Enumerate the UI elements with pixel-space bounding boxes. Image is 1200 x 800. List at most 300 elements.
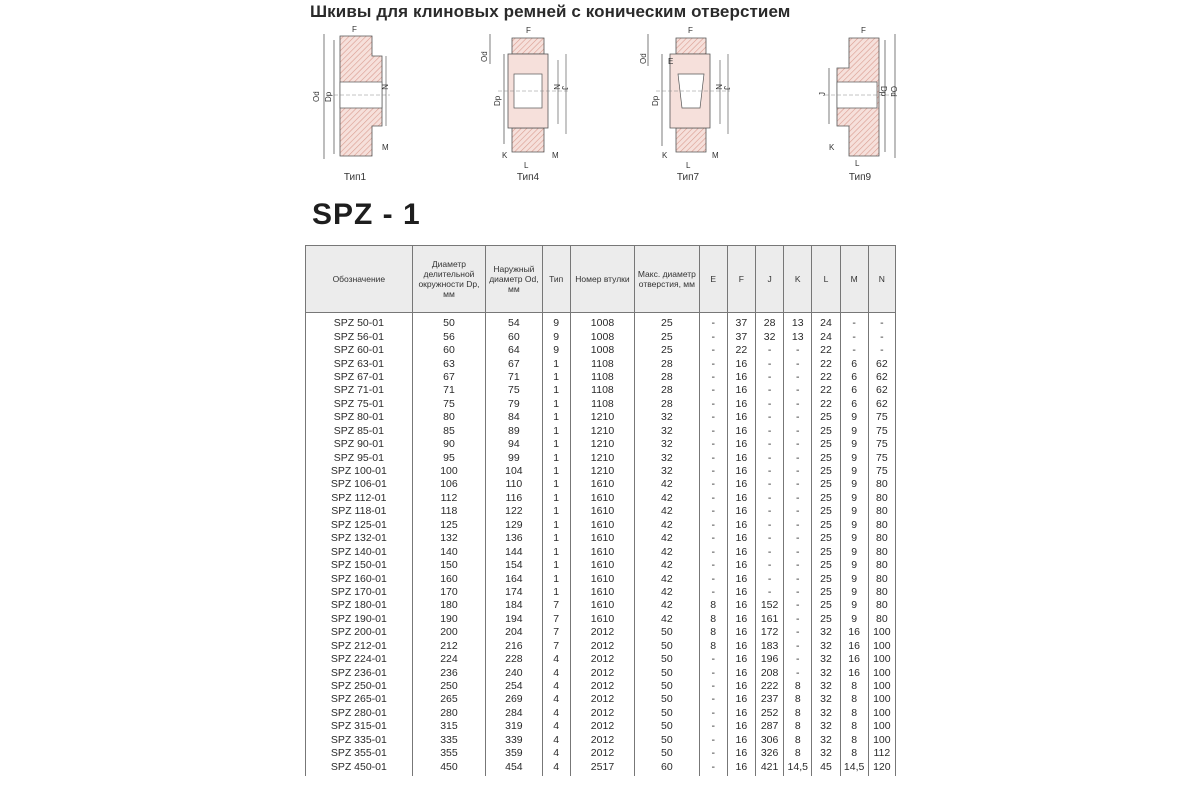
table-cell: - bbox=[784, 572, 812, 585]
table-cell: 62 bbox=[868, 398, 895, 411]
table-cell: 1610 bbox=[570, 478, 634, 491]
table-cell: 42 bbox=[635, 572, 699, 585]
table-cell: 170 bbox=[412, 586, 485, 599]
table-cell: 1 bbox=[542, 519, 570, 532]
table-cell: 194 bbox=[486, 613, 542, 626]
table-cell: - bbox=[755, 451, 783, 464]
svg-text:Od: Od bbox=[889, 86, 898, 97]
table-cell: 1610 bbox=[570, 613, 634, 626]
table-cell: 9 bbox=[840, 613, 868, 626]
table-cell: - bbox=[755, 344, 783, 357]
table-cell: 136 bbox=[486, 532, 542, 545]
table-cell: 2517 bbox=[570, 760, 634, 775]
table-cell: 25 bbox=[812, 599, 840, 612]
table-cell: 22 bbox=[812, 344, 840, 357]
table-row bbox=[306, 693, 896, 706]
table-cell: 75 bbox=[868, 411, 895, 424]
table-cell: 63 bbox=[412, 357, 485, 370]
table-cell: 16 bbox=[727, 559, 755, 572]
table-cell: 16 bbox=[727, 734, 755, 747]
table-cell: - bbox=[784, 626, 812, 639]
table-cell: 1 bbox=[542, 532, 570, 545]
diagram-type-4 bbox=[478, 24, 578, 182]
table-cell: 2012 bbox=[570, 707, 634, 720]
designation-cell: SPZ 450-01 bbox=[306, 760, 413, 775]
table-cell: 16 bbox=[727, 707, 755, 720]
col-header-n: N bbox=[868, 246, 895, 313]
col-header-e: E bbox=[699, 246, 727, 313]
table-cell: - bbox=[755, 532, 783, 545]
table-cell: 42 bbox=[635, 586, 699, 599]
table-cell: 1210 bbox=[570, 465, 634, 478]
designation-cell: SPZ 95-01 bbox=[306, 451, 413, 464]
table-cell: 16 bbox=[727, 384, 755, 397]
table-cell: 100 bbox=[868, 666, 895, 679]
table-cell: 16 bbox=[727, 599, 755, 612]
table-cell: 319 bbox=[486, 720, 542, 733]
table-cell: - bbox=[755, 505, 783, 518]
svg-text:N: N bbox=[380, 84, 389, 90]
table-cell: 284 bbox=[486, 707, 542, 720]
diagram-type-9 bbox=[815, 24, 905, 182]
table-cell: - bbox=[784, 586, 812, 599]
table-cell: - bbox=[784, 478, 812, 491]
table-cell: 16 bbox=[727, 545, 755, 558]
table-cell: 80 bbox=[868, 532, 895, 545]
table-cell: 4 bbox=[542, 666, 570, 679]
table-cell: 2012 bbox=[570, 734, 634, 747]
designation-cell: SPZ 63-01 bbox=[306, 357, 413, 370]
table-cell: 56 bbox=[412, 330, 485, 343]
table-cell: 1610 bbox=[570, 545, 634, 558]
table-cell: - bbox=[699, 451, 727, 464]
table-cell: 6 bbox=[840, 371, 868, 384]
table-cell: 1 bbox=[542, 357, 570, 370]
table-cell: 50 bbox=[635, 666, 699, 679]
table-cell: 359 bbox=[486, 747, 542, 760]
table-cell: 25 bbox=[812, 586, 840, 599]
table-cell: 9 bbox=[840, 465, 868, 478]
table-cell: 1210 bbox=[570, 411, 634, 424]
table-cell: 42 bbox=[635, 478, 699, 491]
table-cell: 125 bbox=[412, 519, 485, 532]
table-cell: 32 bbox=[812, 720, 840, 733]
table-cell: 100 bbox=[868, 707, 895, 720]
col-header-type: Тип bbox=[542, 246, 570, 313]
table-row bbox=[306, 398, 896, 411]
table-cell: 1 bbox=[542, 586, 570, 599]
table-cell: 2012 bbox=[570, 640, 634, 653]
table-cell: 71 bbox=[486, 371, 542, 384]
pulley-type-1-drawing bbox=[310, 24, 400, 174]
table-cell: 50 bbox=[635, 693, 699, 706]
table-row bbox=[306, 492, 896, 505]
table-cell: 16 bbox=[727, 505, 755, 518]
table-cell: 99 bbox=[486, 451, 542, 464]
table-cell: 25 bbox=[812, 505, 840, 518]
table-cell: 32 bbox=[812, 680, 840, 693]
designation-cell: SPZ 80-01 bbox=[306, 411, 413, 424]
table-cell: 1610 bbox=[570, 599, 634, 612]
table-row bbox=[306, 425, 896, 438]
designation-cell: SPZ 75-01 bbox=[306, 398, 413, 411]
table-cell: - bbox=[699, 438, 727, 451]
table-cell: - bbox=[699, 760, 727, 775]
table-cell: - bbox=[784, 451, 812, 464]
designation-cell: SPZ 90-01 bbox=[306, 438, 413, 451]
table-cell: 67 bbox=[486, 357, 542, 370]
table-cell: 265 bbox=[412, 693, 485, 706]
table-cell: 150 bbox=[412, 559, 485, 572]
table-cell: 240 bbox=[486, 666, 542, 679]
table-row bbox=[306, 519, 896, 532]
table-cell: - bbox=[784, 425, 812, 438]
designation-cell: SPZ 67-01 bbox=[306, 371, 413, 384]
table-cell: 42 bbox=[635, 519, 699, 532]
col-header-max-bore: Макс. диаметр отверстия, мм bbox=[635, 246, 699, 313]
svg-text:F: F bbox=[526, 26, 531, 35]
table-cell: 16 bbox=[727, 411, 755, 424]
table-cell: 16 bbox=[840, 640, 868, 653]
table-row bbox=[306, 653, 896, 666]
table-cell: 80 bbox=[868, 505, 895, 518]
table-cell: 8 bbox=[784, 720, 812, 733]
table-cell: 8 bbox=[840, 693, 868, 706]
table-cell: 22 bbox=[812, 357, 840, 370]
table-cell: 42 bbox=[635, 559, 699, 572]
table-cell: 16 bbox=[727, 626, 755, 639]
designation-cell: SPZ 160-01 bbox=[306, 572, 413, 585]
table-row bbox=[306, 666, 896, 679]
table-cell: 252 bbox=[755, 707, 783, 720]
table-cell: 1610 bbox=[570, 519, 634, 532]
col-header-bushing: Номер втулки bbox=[570, 246, 634, 313]
table-cell: - bbox=[784, 438, 812, 451]
table-cell: 100 bbox=[868, 734, 895, 747]
table-cell: 50 bbox=[635, 747, 699, 760]
table-row bbox=[306, 384, 896, 397]
table-cell: - bbox=[755, 411, 783, 424]
designation-cell: SPZ 56-01 bbox=[306, 330, 413, 343]
table-cell: 9 bbox=[840, 599, 868, 612]
designation-cell: SPZ 71-01 bbox=[306, 384, 413, 397]
table-body bbox=[306, 313, 896, 776]
table-row bbox=[306, 330, 896, 343]
table-cell: 106 bbox=[412, 478, 485, 491]
table-cell: 1 bbox=[542, 478, 570, 491]
svg-text:Od: Od bbox=[312, 91, 321, 102]
table-cell: 28 bbox=[755, 313, 783, 331]
svg-text:L: L bbox=[686, 161, 691, 170]
table-cell: 1 bbox=[542, 438, 570, 451]
table-cell: 9 bbox=[542, 313, 570, 331]
table-cell: 4 bbox=[542, 707, 570, 720]
table-cell: - bbox=[699, 384, 727, 397]
designation-cell: SPZ 112-01 bbox=[306, 492, 413, 505]
table-cell: - bbox=[755, 586, 783, 599]
table-cell: 16 bbox=[727, 586, 755, 599]
table-cell: - bbox=[699, 572, 727, 585]
table-cell: 4 bbox=[542, 720, 570, 733]
table-cell: - bbox=[784, 465, 812, 478]
diagram-type-7 bbox=[638, 24, 738, 182]
table-cell: 1108 bbox=[570, 357, 634, 370]
table-cell: 254 bbox=[486, 680, 542, 693]
table-cell: 50 bbox=[412, 313, 485, 331]
table-cell: 80 bbox=[868, 519, 895, 532]
table-cell: 16 bbox=[727, 680, 755, 693]
svg-text:F: F bbox=[688, 26, 693, 35]
table-cell: 8 bbox=[840, 707, 868, 720]
table-cell: 250 bbox=[412, 680, 485, 693]
table-cell: 67 bbox=[412, 371, 485, 384]
table-cell: 16 bbox=[727, 653, 755, 666]
table-cell: 9 bbox=[840, 411, 868, 424]
table-row bbox=[306, 478, 896, 491]
designation-cell: SPZ 132-01 bbox=[306, 532, 413, 545]
table-cell: 50 bbox=[635, 734, 699, 747]
table-cell: 112 bbox=[412, 492, 485, 505]
table-cell: - bbox=[784, 532, 812, 545]
table-cell: 32 bbox=[635, 451, 699, 464]
table-cell: 25 bbox=[812, 425, 840, 438]
table-cell: 9 bbox=[840, 438, 868, 451]
table-cell: 80 bbox=[868, 599, 895, 612]
table-cell: 9 bbox=[840, 478, 868, 491]
table-cell: 16 bbox=[727, 640, 755, 653]
svg-text:K: K bbox=[662, 151, 668, 160]
table-cell: 32 bbox=[812, 653, 840, 666]
table-cell: 80 bbox=[868, 545, 895, 558]
table-cell: 50 bbox=[635, 720, 699, 733]
table-cell: 54 bbox=[486, 313, 542, 331]
table-cell: 25 bbox=[635, 344, 699, 357]
designation-cell: SPZ 150-01 bbox=[306, 559, 413, 572]
table-cell: 25 bbox=[812, 451, 840, 464]
table-cell: 9 bbox=[840, 545, 868, 558]
table-cell: 216 bbox=[486, 640, 542, 653]
table-cell: 204 bbox=[486, 626, 542, 639]
table-cell: 1008 bbox=[570, 313, 634, 331]
col-header-designation: Обозначение bbox=[306, 246, 413, 313]
table-cell: - bbox=[699, 545, 727, 558]
table-cell: 25 bbox=[812, 465, 840, 478]
table-cell: 152 bbox=[755, 599, 783, 612]
table-cell: - bbox=[699, 666, 727, 679]
table-cell: - bbox=[699, 465, 727, 478]
table-row bbox=[306, 559, 896, 572]
table-cell: - bbox=[699, 586, 727, 599]
svg-text:Dp: Dp bbox=[879, 86, 888, 97]
table-cell: 42 bbox=[635, 505, 699, 518]
table-cell: 8 bbox=[840, 747, 868, 760]
table-cell: - bbox=[784, 411, 812, 424]
table-cell: 16 bbox=[727, 720, 755, 733]
table-cell: - bbox=[755, 545, 783, 558]
table-cell: 1 bbox=[542, 572, 570, 585]
table-cell: 71 bbox=[412, 384, 485, 397]
table-row bbox=[306, 451, 896, 464]
table-cell: 118 bbox=[412, 505, 485, 518]
table-cell: - bbox=[699, 411, 727, 424]
table-cell: - bbox=[784, 559, 812, 572]
table-row bbox=[306, 640, 896, 653]
table-cell: 228 bbox=[486, 653, 542, 666]
table-cell: - bbox=[868, 313, 895, 331]
designation-cell: SPZ 170-01 bbox=[306, 586, 413, 599]
table-cell: - bbox=[784, 545, 812, 558]
table-row bbox=[306, 586, 896, 599]
table-cell: 16 bbox=[727, 478, 755, 491]
table-cell: 1 bbox=[542, 384, 570, 397]
table-cell: 315 bbox=[412, 720, 485, 733]
table-cell: 116 bbox=[486, 492, 542, 505]
table-cell: 95 bbox=[412, 451, 485, 464]
table-cell: 190 bbox=[412, 613, 485, 626]
table-cell: - bbox=[699, 330, 727, 343]
table-cell: 1 bbox=[542, 371, 570, 384]
table-cell: 75 bbox=[486, 384, 542, 397]
col-header-k: K bbox=[784, 246, 812, 313]
diagram-caption: Тип1 bbox=[343, 172, 367, 183]
svg-text:J: J bbox=[560, 86, 569, 90]
table-cell: 64 bbox=[486, 344, 542, 357]
svg-text:J: J bbox=[818, 92, 827, 96]
table-cell: 60 bbox=[635, 760, 699, 775]
table-cell: 326 bbox=[755, 747, 783, 760]
table-row bbox=[306, 344, 896, 357]
table-cell: 110 bbox=[486, 478, 542, 491]
table-cell: 100 bbox=[868, 626, 895, 639]
table-cell: 8 bbox=[784, 747, 812, 760]
table-cell: - bbox=[784, 599, 812, 612]
table-cell: 212 bbox=[412, 640, 485, 653]
table-cell: 25 bbox=[812, 411, 840, 424]
table-cell: 100 bbox=[868, 680, 895, 693]
table-cell: 50 bbox=[635, 626, 699, 639]
table-cell: 100 bbox=[868, 720, 895, 733]
table-cell: 1 bbox=[542, 398, 570, 411]
col-header-pitch-diameter: Диаметр делительной окружности Dp, мм bbox=[412, 246, 485, 313]
designation-cell: SPZ 125-01 bbox=[306, 519, 413, 532]
table-cell: - bbox=[784, 357, 812, 370]
table-cell: 120 bbox=[868, 760, 895, 775]
table-cell: 208 bbox=[755, 666, 783, 679]
table-cell: 100 bbox=[868, 640, 895, 653]
table-cell: 25 bbox=[812, 532, 840, 545]
table-cell: 50 bbox=[635, 640, 699, 653]
designation-cell: SPZ 236-01 bbox=[306, 666, 413, 679]
table-cell: 75 bbox=[868, 451, 895, 464]
table-cell: 1210 bbox=[570, 451, 634, 464]
table-cell: 183 bbox=[755, 640, 783, 653]
table-cell: 16 bbox=[727, 747, 755, 760]
table-cell: - bbox=[784, 371, 812, 384]
table-cell: 60 bbox=[486, 330, 542, 343]
table-cell: - bbox=[784, 613, 812, 626]
designation-cell: SPZ 200-01 bbox=[306, 626, 413, 639]
table-cell: 454 bbox=[486, 760, 542, 775]
table-cell: 16 bbox=[727, 438, 755, 451]
diagram-caption: Тип7 bbox=[676, 172, 700, 183]
table-cell: 100 bbox=[412, 465, 485, 478]
table-cell: 28 bbox=[635, 357, 699, 370]
svg-text:M: M bbox=[382, 143, 389, 152]
table-cell: 16 bbox=[727, 357, 755, 370]
table-cell: 450 bbox=[412, 760, 485, 775]
table-row bbox=[306, 357, 896, 370]
table-cell: 4 bbox=[542, 747, 570, 760]
table-cell: - bbox=[784, 344, 812, 357]
table-cell: 24 bbox=[812, 313, 840, 331]
table-cell: 355 bbox=[412, 747, 485, 760]
table-cell: 25 bbox=[812, 572, 840, 585]
table-cell: - bbox=[699, 398, 727, 411]
table-cell: 42 bbox=[635, 532, 699, 545]
table-cell: 132 bbox=[412, 532, 485, 545]
table-row bbox=[306, 465, 896, 478]
table-cell: - bbox=[699, 693, 727, 706]
table-cell: 79 bbox=[486, 398, 542, 411]
col-header-m: M bbox=[840, 246, 868, 313]
svg-text:E: E bbox=[668, 57, 674, 66]
table-cell: - bbox=[755, 357, 783, 370]
table-cell: 37 bbox=[727, 330, 755, 343]
table-cell: 2012 bbox=[570, 747, 634, 760]
table-cell: 172 bbox=[755, 626, 783, 639]
table-cell: 9 bbox=[840, 572, 868, 585]
table-cell: - bbox=[840, 330, 868, 343]
designation-cell: SPZ 265-01 bbox=[306, 693, 413, 706]
table-cell: 8 bbox=[784, 680, 812, 693]
svg-text:Dp: Dp bbox=[324, 91, 333, 102]
table-cell: - bbox=[699, 532, 727, 545]
table-row bbox=[306, 734, 896, 747]
table-row bbox=[306, 760, 896, 775]
svg-text:Dp: Dp bbox=[651, 95, 660, 106]
svg-text:Od: Od bbox=[639, 53, 648, 64]
table-cell: 42 bbox=[635, 545, 699, 558]
col-header-f: F bbox=[727, 246, 755, 313]
diagram-caption: Тип9 bbox=[848, 172, 872, 183]
table-cell: 236 bbox=[412, 666, 485, 679]
table-cell: 122 bbox=[486, 505, 542, 518]
designation-cell: SPZ 280-01 bbox=[306, 707, 413, 720]
table-cell: 16 bbox=[727, 613, 755, 626]
table-cell: 8 bbox=[699, 626, 727, 639]
table-cell: - bbox=[784, 640, 812, 653]
table-cell: 84 bbox=[486, 411, 542, 424]
table-cell: 4 bbox=[542, 734, 570, 747]
table-cell: 100 bbox=[868, 693, 895, 706]
specification-table bbox=[305, 245, 896, 776]
table-cell: 16 bbox=[840, 666, 868, 679]
table-cell: 1210 bbox=[570, 438, 634, 451]
table-cell: 16 bbox=[727, 451, 755, 464]
table-cell: - bbox=[699, 313, 727, 331]
table-cell: 80 bbox=[868, 492, 895, 505]
table-cell: - bbox=[699, 357, 727, 370]
table-cell: 9 bbox=[840, 519, 868, 532]
table-cell: 32 bbox=[812, 640, 840, 653]
table-cell: 32 bbox=[812, 747, 840, 760]
table-cell: 8 bbox=[784, 734, 812, 747]
table-cell: 90 bbox=[412, 438, 485, 451]
col-header-l: L bbox=[812, 246, 840, 313]
table-cell: - bbox=[755, 384, 783, 397]
table-cell: 16 bbox=[727, 465, 755, 478]
table-cell: - bbox=[755, 572, 783, 585]
